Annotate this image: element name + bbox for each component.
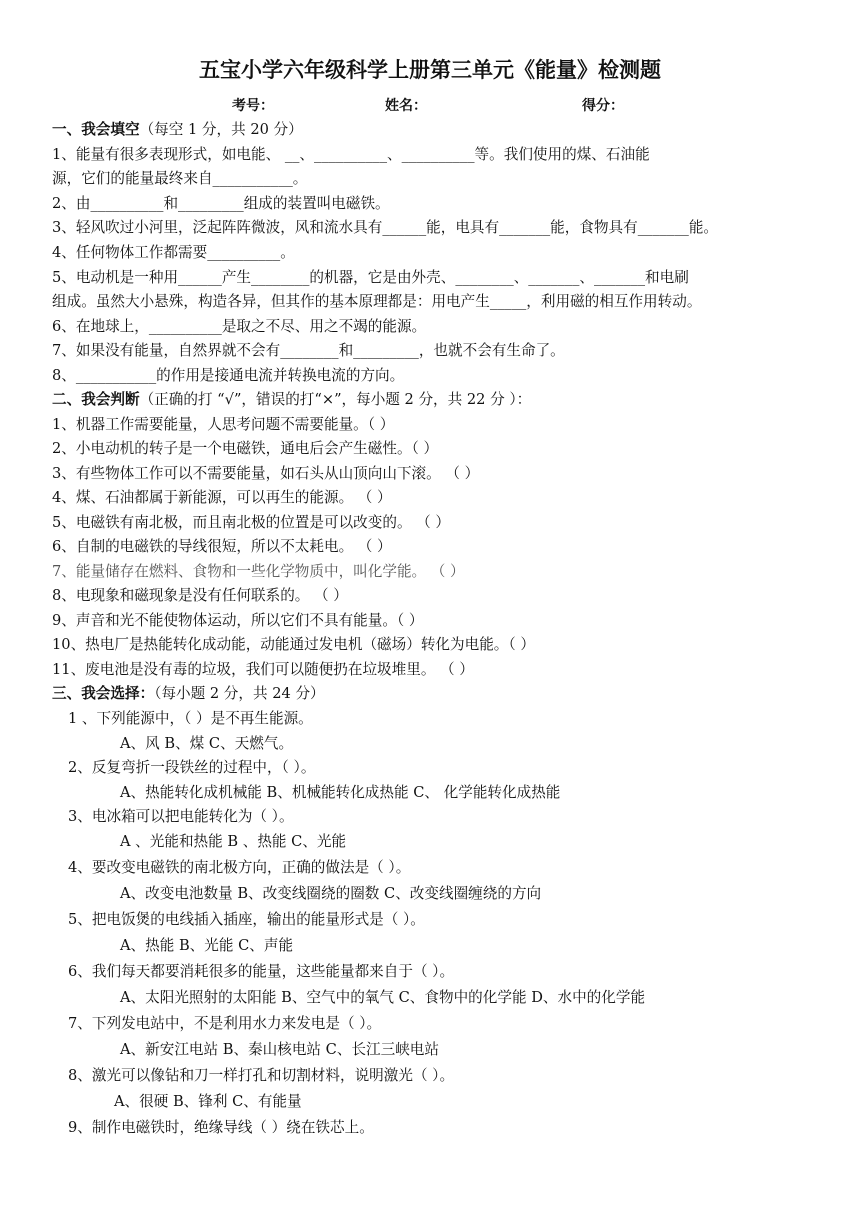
score-label: 得分： [582, 98, 624, 114]
choice-options: A 、光能和热能 B 、热能 C、光能 [120, 833, 347, 850]
fill-item: 8、___________的作用是接通电流并转换电流的方向。 [52, 367, 405, 384]
section3-heading: 三、我会选择： [52, 685, 155, 702]
choice-question: 2、反复弯折一段铁丝的过程中，（ ）。 [68, 759, 316, 776]
fill-item: 6、在地球上，__________是取之不尽、用之不竭的能源。 [52, 318, 427, 335]
choice-options: A、风 B、煤 C、天燃气。 [120, 735, 294, 752]
judge-item: 1、机器工作需要能量，人思考问题不需要能量。（ ） [52, 416, 395, 433]
fill-item: 3、轻风吹过小河里，泛起阵阵微波，风和流水具有______能，电具有_______能，食物具有_______能。 [52, 219, 719, 236]
judge-item: 2、小电动机的转子是一个电磁铁，通电后会产生磁性。（ ） [52, 440, 439, 457]
fill-item: 7、如果没有能量，自然界就不会有________和_________，也就不会有生命了。 [52, 342, 565, 359]
fill-item: 组成。虽然大小悬殊，构造各异，但其作的基本原理都是：用电产生_____，利用磁的相互作用转动。 [52, 293, 702, 310]
choice-options: A、新安江电站 B、秦山核电站 C、长江三峡电站 [120, 1041, 439, 1058]
judge-item: 8、电现象和磁现象是没有任何联系的。 （ ） [52, 587, 348, 604]
choice-question: 1 、下列能源中，（ ）是不再生能源。 [68, 710, 313, 727]
fill-item: 1、能量有很多表现形式，如电能、 __、__________、__________等。我们使用的煤、石油能 [52, 146, 650, 163]
choice-options: A、热能 B、光能 C、声能 [120, 937, 294, 954]
section1-points: （每空 1 分，共 20 分） [139, 121, 303, 138]
fill-item: 源，它们的能量最终来自___________。 [52, 170, 308, 187]
choice-question: 9、制作电磁铁时，绝缘导线（ ）绕在铁芯上。 [68, 1119, 374, 1136]
judge-item: 11、废电池是没有毒的垃圾，我们可以随便扔在垃圾堆里。 （ ） [52, 661, 474, 678]
choice-question: 6、我们每天都要消耗很多的能量，这些能量都来自于（ ）。 [68, 963, 455, 980]
choice-question: 7、下列发电站中，不是利用水力来发电是（ ）。 [68, 1015, 382, 1032]
choice-options: A、太阳光照射的太阳能 B、空气中的氧气 C、食物中的化学能 D、水中的化学能 [120, 989, 646, 1006]
judge-item: 4、煤、石油都属于新能源，可以再生的能源。 （ ） [52, 489, 392, 506]
choice-question: 3、电冰箱可以把电能转化为（ ）。 [68, 808, 294, 825]
fill-item: 4、任何物体工作都需要__________。 [52, 244, 295, 261]
section1-heading-line [52, 120, 820, 140]
section2-points: （正确的打 “√”，错误的打“×”，每小题 2 分，共 22 分 ）： [139, 391, 532, 408]
judge-item: 5、电磁铁有南北极，而且南北极的位置是可以改变的。 （ ） [52, 514, 451, 531]
section2-heading-line [52, 390, 820, 410]
fill-item: 5、电动机是一种用______产生________的机器，它是由外壳、________、_______、_______和电刷 [52, 269, 689, 286]
judge-item: 6、自制的电磁铁的导线很短，所以不太耗电。 （ ） [52, 538, 392, 555]
judge-item: 3、有些物体工作可以不需要能量，如石头从山顶向山下滚。 （ ） [52, 465, 480, 482]
choice-question: 8、激光可以像钻和刀一样打孔和切割材料，说明激光（ ）。 [68, 1067, 455, 1084]
choice-question: 4、要改变电磁铁的南北极方向，正确的做法是（ ）。 [68, 859, 411, 876]
judge-item: 9、声音和光不能使物体运动，所以它们不具有能量。（ ） [52, 612, 424, 629]
choice-options: A、改变电池数量 B、改变线圈绕的圈数 C、改变线圈缠绕的方向 [120, 885, 542, 902]
student-name-label: 姓名： [385, 98, 427, 114]
exam-number-label: 考号： [232, 98, 274, 114]
page-title: 五宝小学六年级科学上册第三单元《能量》检测题 [199, 58, 661, 82]
fill-item: 2、由__________和_________组成的装置叫电磁铁。 [52, 195, 390, 212]
judge-item: 10、热电厂是热能转化成动能，动能通过发电机（磁场）转化为电能。（ ） [52, 636, 535, 653]
section2-heading: 二、我会判断 [52, 391, 140, 408]
choice-question: 5、把电饭煲的电线插入插座，输出的能量形式是（ ）。 [68, 911, 425, 928]
judge-item: 7、能量储存在燃料、食物和一些化学物质中，叫化学能。 （ ） [52, 563, 465, 580]
section3-points: （每小题 2 分，共 24 分） [154, 685, 325, 702]
choice-options: A、热能转化成机械能 B、机械能转化成热能 C、 化学能转化成热能 [120, 784, 561, 801]
choice-options: A、很硬 B、锋利 C、有能量 [114, 1093, 302, 1110]
section3-heading-line [52, 684, 820, 704]
section1-heading: 一、我会填空 [52, 121, 140, 138]
